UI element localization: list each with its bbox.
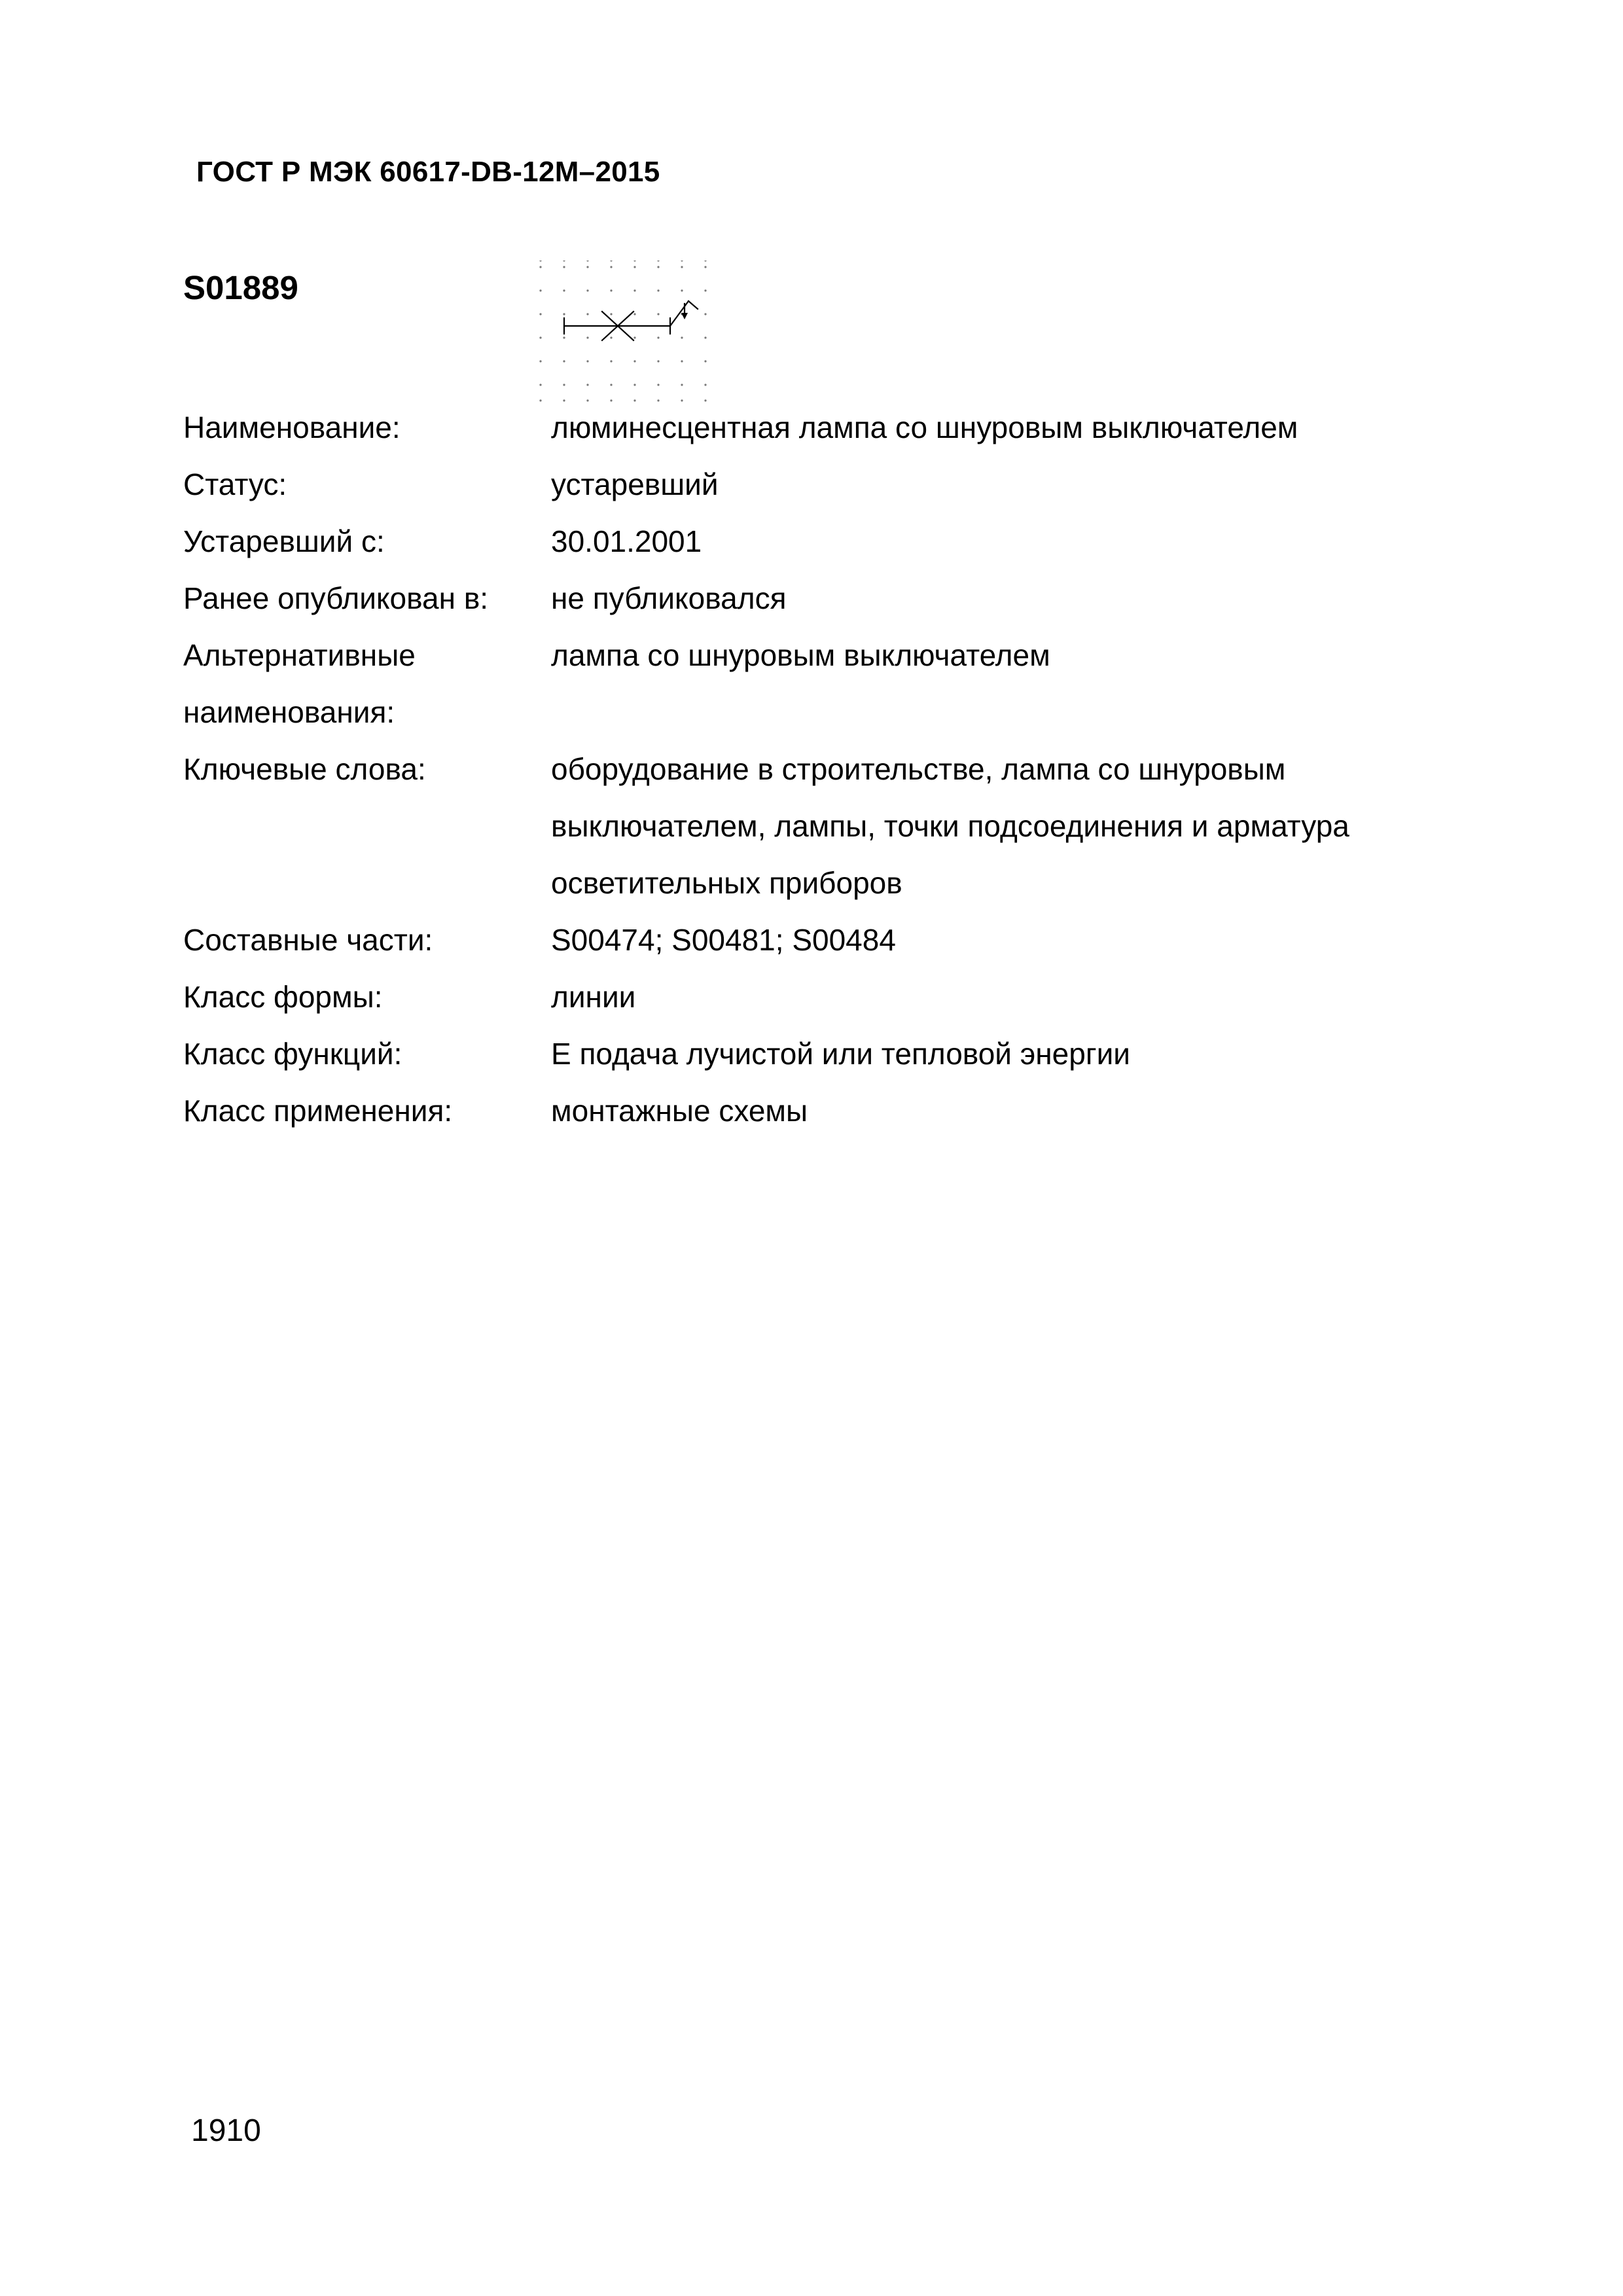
- property-row-alternative-names: [183, 627, 1492, 741]
- property-row-previously-published: [183, 570, 1492, 627]
- property-label: Класс функций:: [183, 1037, 402, 1071]
- property-row-function-class: [183, 1026, 1492, 1083]
- page-number: 1910: [191, 2113, 261, 2148]
- properties-table: [183, 399, 1492, 1139]
- property-label: Устаревший с:: [183, 524, 385, 558]
- property-label: Статус:: [183, 467, 287, 501]
- property-label: Ранее опубликован в:: [183, 581, 489, 615]
- property-row-shape-class: [183, 969, 1492, 1026]
- symbol-code: S01889: [183, 269, 298, 306]
- property-value: оборудование в строительстве, лампа со шнуровым выключателем, лампы, точки подсоединения и арматура осветительных приборов: [551, 752, 1349, 900]
- property-label: Альтернативные наименования:: [183, 638, 416, 729]
- property-row-application-class: [183, 1083, 1492, 1139]
- property-row-components: [183, 912, 1492, 969]
- property-value: устаревший: [551, 467, 719, 501]
- property-row-name: [183, 399, 1492, 456]
- property-label: Ключевые слова:: [183, 752, 426, 786]
- property-value: монтажные схемы: [551, 1094, 808, 1128]
- property-value: лампа со шнуровым выключателем: [551, 638, 1050, 672]
- property-label: Составные части:: [183, 923, 433, 957]
- property-row-obsolete-since: [183, 513, 1492, 570]
- fluorescent-lamp-pull-switch-icon: [537, 260, 710, 406]
- property-value: 30.01.2001: [551, 524, 702, 558]
- property-value: S00474; S00481; S00484: [551, 923, 896, 957]
- property-row-status: [183, 456, 1492, 513]
- property-value: не публиковался: [551, 581, 787, 615]
- property-label: Класс формы:: [183, 980, 383, 1014]
- property-value: люминесцентная лампа со шнуровым выключателем: [551, 410, 1298, 444]
- property-label: Класс применения:: [183, 1094, 453, 1128]
- property-row-keywords: [183, 741, 1492, 912]
- standard-title: ГОСТ Р МЭК 60617-DB-12M–2015: [196, 156, 660, 188]
- property-value: линии: [551, 980, 636, 1014]
- property-label: Наименование:: [183, 410, 401, 444]
- property-value: E подача лучистой или тепловой энергии: [551, 1037, 1130, 1071]
